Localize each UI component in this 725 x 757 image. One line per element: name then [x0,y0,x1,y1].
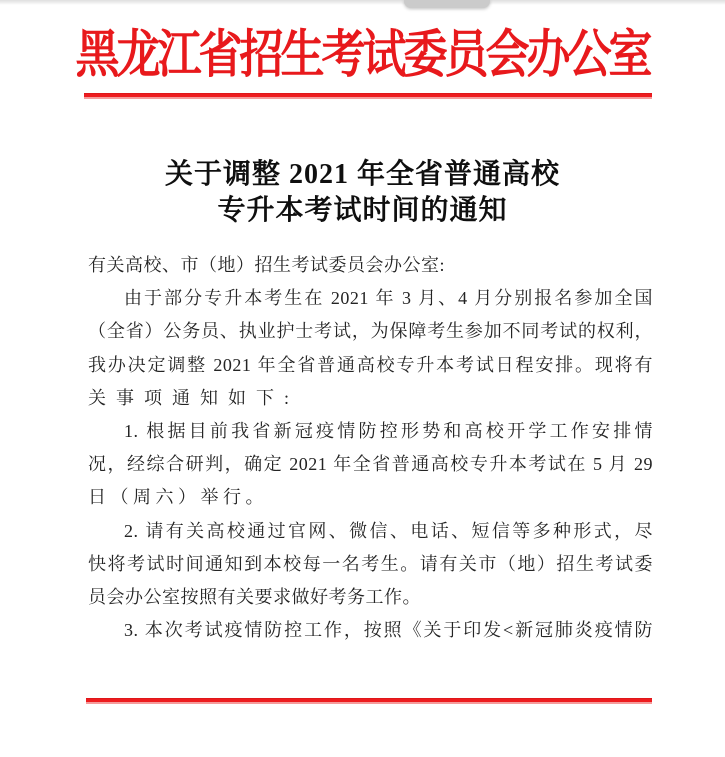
doc-line: 况，经综合研判，确定 2021 年全省普通高校专升本考试在 5 月 29 [88,454,653,475]
doc-line-item-3: 3. 本次考试疫情防控工作，按照《关于印发<新冠肺炎疫情防 [124,620,653,641]
doc-line: 关事项通知如下: [88,387,300,408]
footer-red-rule [86,698,652,704]
doc-line: 由于部分专升本考生在 2021 年 3 月、4 月分别报名参加全国 [124,288,653,309]
doc-line: （全省）公务员、执业护士考试，为保障考生参加不同考试的权利， [88,321,653,342]
header-red-rule [84,93,652,99]
viewer-edge-tab [404,0,490,8]
doc-line-item-1: 1. 根据目前我省新冠疫情防控形势和高校开学工作安排情 [124,420,653,441]
org-header-title: 黑龙江省招生考试委员会办公室 [75,26,650,84]
doc-line: 日（周六）举行。 [88,487,268,508]
document-title-line1: 关于调整 2021 年全省普通高校 [164,159,560,190]
viewer-top-shade [0,0,725,5]
salutation-line: 有关高校、市（地）招生考试委员会办公室: [88,255,445,275]
doc-line-item-2: 2. 请有关高校通过官网、微信、电话、短信等多种形式，尽 [124,520,653,541]
document-body [88,249,653,647]
doc-line: 我办决定调整 2021 年全省普通高校专升本考试日程安排。现将有 [88,354,653,375]
document-title [0,157,725,229]
doc-line: 快将考试时间通知到本校每一名考生。请有关市（地）招生考试委 [88,553,653,574]
document-title-line2: 专升本考试时间的通知 [217,195,508,226]
doc-line: 员会办公室按照有关要求做好考务工作。 [88,586,421,607]
